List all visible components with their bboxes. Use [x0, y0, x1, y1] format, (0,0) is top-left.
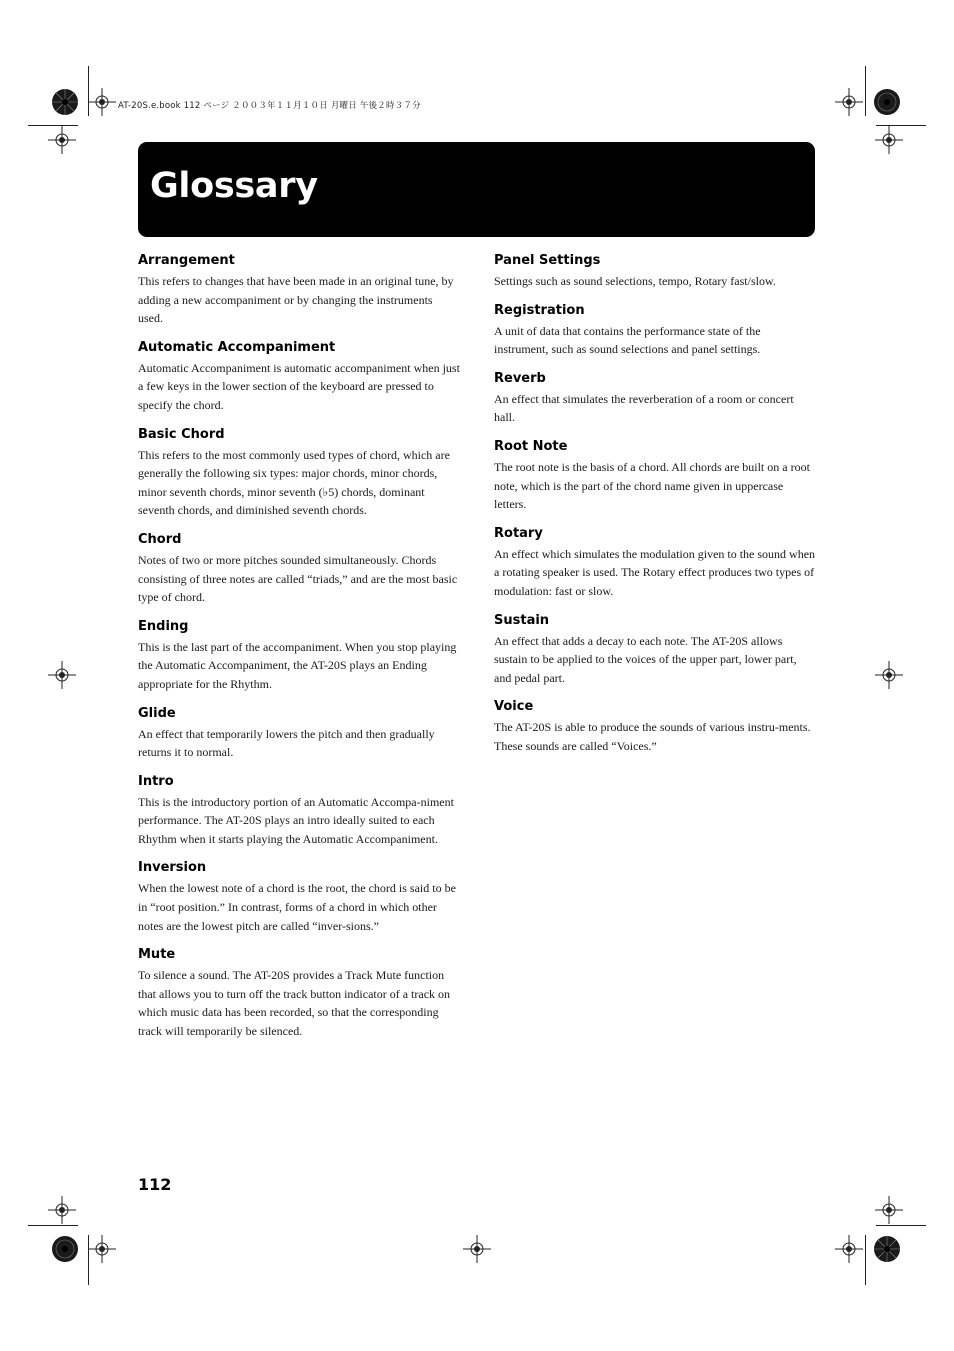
glossary-entry — [138, 859, 460, 935]
registration-target-icon — [875, 1196, 903, 1224]
registration-target-icon — [88, 1235, 116, 1263]
star-target-icon — [51, 88, 79, 116]
glossary-entry — [138, 339, 460, 415]
glossary-definition: This is the introductory portion of an Automatic Accompa-niment performance. The AT-20S plays an intro ideally suited to each Rhythm when it starts playing the Automatic Accompaniment. — [138, 794, 454, 846]
glossary-term: Rotary — [494, 525, 543, 541]
glossary-term: Root Note — [494, 438, 568, 454]
glossary-definition: To silence a sound. The AT-20S provides a Track Mute function that allows you to turn off the track button indicator of a track on which music data has been recorded, so that the corresponding track will temporarily be silenced. — [138, 968, 451, 1039]
glossary-term: Mute — [138, 947, 176, 963]
glossary-definition: Automatic Accompaniment is automatic accompaniment when just a few keys in the lower section of the keyboard are pressed to specify the chord. — [138, 360, 460, 412]
print-header: AT-20S.e.book 112 ページ ２００３年１１月１０日 月曜日 午後２時３７分 — [118, 101, 421, 111]
glossary-entry — [494, 252, 816, 291]
glossary-term: Sustain — [494, 612, 550, 628]
registration-target-icon — [48, 661, 76, 689]
glossary-term: Intro — [138, 773, 174, 789]
glossary-term: Ending — [138, 618, 189, 634]
glossary-entry — [138, 426, 460, 520]
crop-line-bottom-left-h — [28, 1225, 78, 1226]
crop-line-bottom-right-v — [865, 1235, 866, 1285]
star-target-icon — [51, 1235, 79, 1263]
registration-target-icon — [835, 1235, 863, 1263]
glossary-definition: The root note is the basis of a chord. All chords are built on a root note, which is the part of the chord name given in uppercase letters. — [494, 459, 810, 512]
glossary-column-right — [494, 252, 816, 767]
glossary-entry — [494, 438, 816, 514]
page-number: 112 — [138, 1175, 172, 1194]
glossary-term: Registration — [494, 302, 585, 318]
glossary-definition: The AT-20S is able to produce the sounds of various instru-ments. These sounds are called “Voices.” — [494, 720, 811, 753]
glossary-definition: An effect which simulates the modulation given to the sound when a rotating speaker is used. The Rotary effect produces two types of modulation: fast or slow. — [494, 546, 816, 598]
title-banner — [138, 142, 815, 237]
glossary-entry — [138, 773, 460, 849]
star-target-icon — [873, 1235, 901, 1263]
glossary-definition: An effect that adds a decay to each note. The AT-20S allows sustain to be applied to the voices of the upper part, lower part, and pedal part. — [494, 633, 797, 685]
registration-target-icon — [48, 1196, 76, 1224]
glossary-term: Glide — [138, 705, 176, 721]
glossary-entry — [494, 698, 816, 755]
glossary-term: Voice — [494, 699, 534, 715]
page-title: Glossary — [150, 166, 318, 206]
registration-target-icon — [463, 1235, 491, 1263]
glossary-definition: An effect that simulates the reverberation of a room or concert hall. — [494, 391, 794, 425]
glossary-definition: An effect that temporarily lowers the pitch and then gradually returns it to normal. — [138, 726, 435, 760]
glossary-entry — [494, 525, 816, 601]
registration-target-icon — [875, 661, 903, 689]
glossary-term: Arrangement — [138, 253, 235, 268]
glossary-definition: This refers to changes that have been made in an original tune, by adding a new accompaniment or by changing the instruments used. — [138, 274, 454, 326]
registration-target-icon — [88, 88, 116, 116]
registration-target-icon — [48, 126, 76, 154]
registration-target-icon — [875, 126, 903, 154]
glossary-definition: Settings such as sound selections, tempo, Rotary fast/slow. — [494, 274, 776, 288]
star-target-icon — [873, 88, 901, 116]
glossary-term: Chord — [138, 531, 182, 547]
glossary-entry — [494, 302, 816, 359]
glossary-term: Reverb — [494, 370, 546, 386]
glossary-definition: This is the last part of the accompaniment. When you stop playing the Automatic Accompaniment, the AT-20S plays an Ending appropriate for the Rhythm. — [138, 639, 457, 691]
glossary-term: Basic Chord — [138, 426, 225, 442]
glossary-term: Inversion — [138, 860, 207, 876]
glossary-entry — [494, 370, 816, 427]
glossary-entry — [138, 252, 460, 328]
glossary-entry — [138, 705, 460, 762]
glossary-definition: This refers to the most commonly used types of chord, which are generally the following six types: major chords, minor chords, minor seventh chords, minor seventh (♭5) chords, dominant seventh chords, and diminished seventh chords. — [138, 447, 450, 518]
glossary-entry — [138, 618, 460, 694]
crop-line-bottom-right-h — [876, 1225, 926, 1226]
glossary-definition: A unit of data that contains the performance state of the instrument, such as sound selections and panel settings. — [494, 323, 761, 357]
glossary-entry — [494, 612, 816, 688]
glossary-definition: When the lowest note of a chord is the root, the chord is said to be in “root position.” In contrast, forms of a chord in which other notes are the lowest pitch are called “inver-sions.” — [138, 881, 456, 933]
glossary-entry — [138, 531, 460, 607]
glossary-term: Automatic Accompaniment — [138, 339, 336, 355]
glossary-entry — [138, 946, 460, 1040]
glossary-column-left — [138, 252, 460, 1052]
glossary-term: Panel Settings — [494, 253, 601, 268]
crop-line-top-right-v — [865, 66, 866, 116]
registration-target-icon — [835, 88, 863, 116]
glossary-definition: Notes of two or more pitches sounded simultaneously. Chords consisting of three notes are called “triads,” and are the most basic type of chord. — [138, 552, 458, 605]
